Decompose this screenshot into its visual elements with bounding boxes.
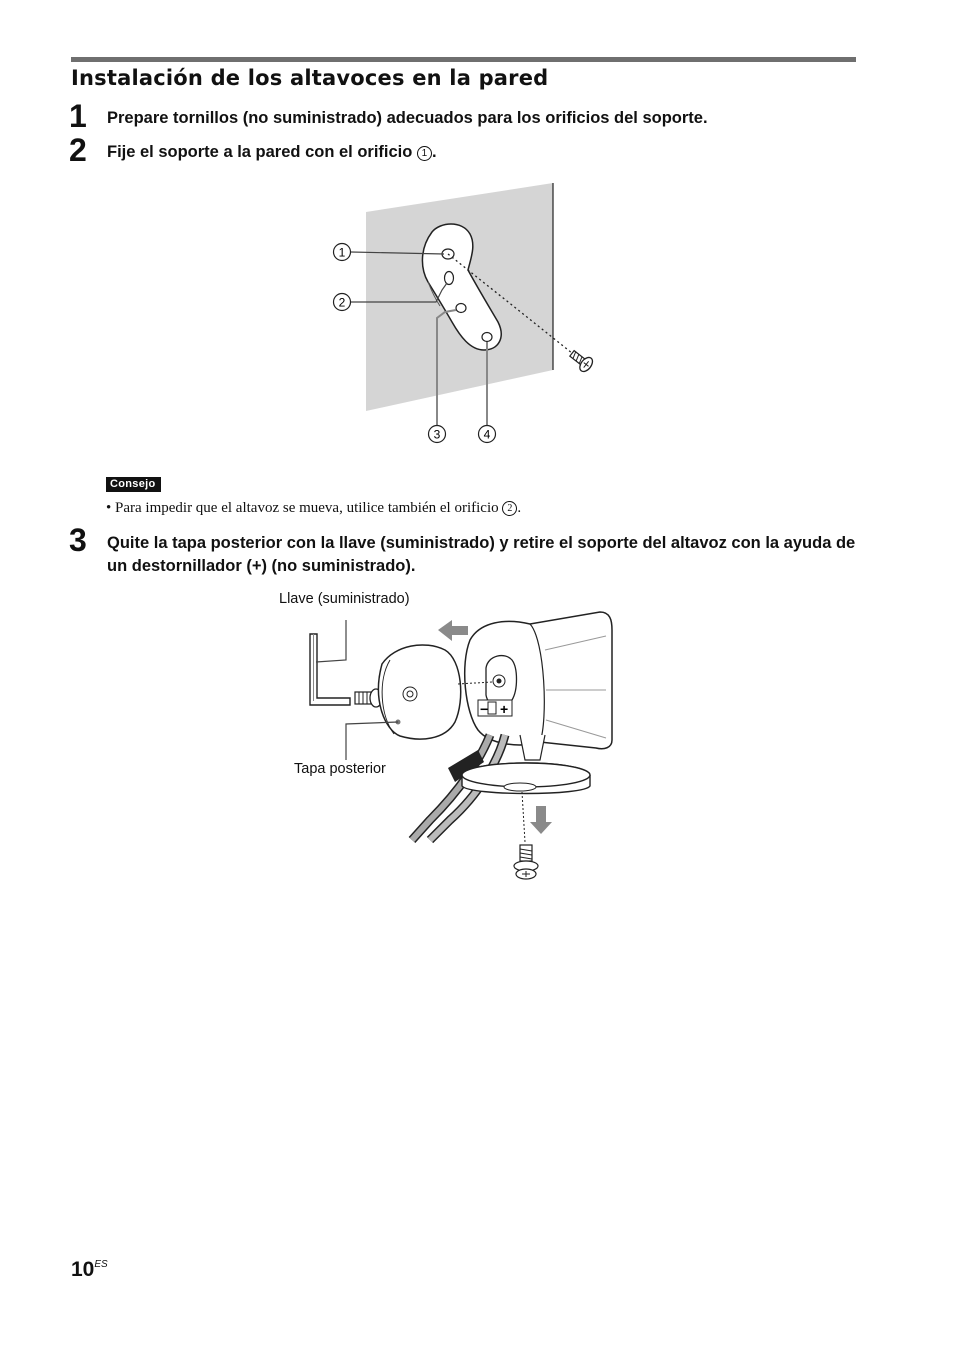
rear-cover	[378, 645, 460, 739]
page-number-value: 10	[71, 1258, 95, 1281]
wrench-label: Llave (suministrado)	[279, 591, 410, 607]
step-1-number: 1	[69, 98, 87, 134]
hex-wrench	[310, 634, 350, 705]
tip-hole-ref: 2	[502, 501, 517, 516]
step-3-text: Quite la tapa posterior con la llave (suministrado) y retire el soporte del altavoz con la ayuda de un destornillador (+) (no suministrado).	[107, 534, 856, 575]
step-2-label: Fije el soporte a la pared con el orificio	[107, 143, 413, 161]
step-2-hole-ref: 1	[417, 146, 432, 161]
step-3-number: 3	[69, 522, 87, 558]
remove-cover-arrow	[438, 620, 468, 641]
page-number	[71, 1258, 108, 1282]
step-2-suffix: .	[431, 143, 437, 161]
speaker-body	[465, 612, 612, 749]
base-screw	[514, 845, 538, 879]
plus-terminal: +	[500, 701, 509, 717]
stand-base	[462, 763, 590, 794]
callout-1-label: 1	[338, 245, 346, 260]
tip-text-body: • Para impedir que el altavoz se mueva, utilice también el orificio	[106, 500, 499, 516]
callout-3-label: 3	[433, 427, 441, 442]
page-lang: ES	[94, 1259, 108, 1270]
tip-suffix: .	[517, 500, 522, 516]
step-2-number: 2	[69, 132, 87, 168]
step-1-text: Prepare tornillos (no suministrado) adecuados para los orificios del soporte.	[107, 109, 708, 127]
callout-2-label: 2	[338, 295, 346, 310]
callout-4-label: 4	[483, 427, 491, 442]
minus-terminal: −	[480, 701, 489, 717]
cover-label: Tapa posterior	[294, 761, 386, 777]
remove-stand-arrow	[530, 806, 552, 834]
section-title: Instalación de los altavoces en la pared	[71, 66, 549, 90]
tip-badge: Consejo	[106, 477, 161, 492]
